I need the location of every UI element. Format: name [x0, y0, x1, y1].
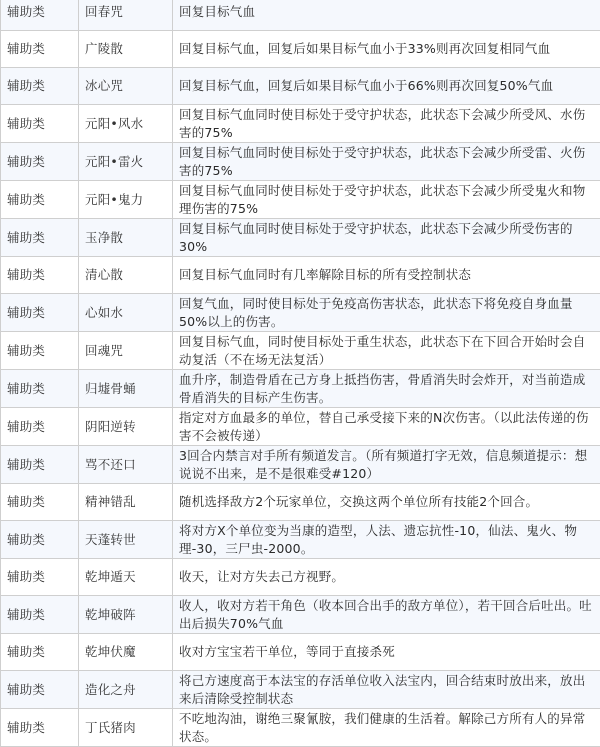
skill-type-cell: 辅助类 [1, 143, 79, 181]
table-row [1, 332, 600, 370]
skill-name-cell: 清心散 [79, 257, 173, 294]
skill-name-cell: 乾坤遁天 [79, 559, 173, 596]
skill-type-cell: 辅助类 [1, 559, 79, 596]
skill-desc-cell: 回复目标气血同时使目标处于受守护状态，此状态下会减少所受鬼火和物理伤害的75% [173, 181, 600, 219]
skill-desc-cell: 收天，让对方失去己方视野。 [173, 559, 600, 596]
skill-desc-cell: 回复目标气血，回复后如果目标气血小于33%则再次回复相同气血 [173, 31, 600, 68]
skill-name-cell: 归墟骨蛹 [79, 370, 173, 408]
skill-table-body [1, 0, 600, 747]
skill-type-cell: 辅助类 [1, 219, 79, 257]
skill-name-cell: 阴阳逆转 [79, 408, 173, 446]
skill-desc-cell: 回复目标气血 [173, 0, 600, 31]
skill-type-cell: 辅助类 [1, 709, 79, 747]
skill-type-cell: 辅助类 [1, 446, 79, 484]
skill-desc-cell: 回复目标气血同时使目标处于受守护状态，此状态下会减少所受风、水伤害的75% [173, 105, 600, 143]
skill-desc-cell: 将己方速度高于本法宝的存活单位收入法宝内，回合结束时放出来，放出来后清除受控制状态 [173, 671, 600, 709]
skill-desc-cell: 不吃地沟油，谢绝三聚氰胺，我们健康的生活着。解除己方所有人的异常状态。 [173, 709, 600, 747]
table-row [1, 446, 600, 484]
table-row [1, 370, 600, 408]
skill-desc-cell: 指定对方血最多的单位，替自己承受接下来的N次伤害。（以此法传递的伤害不会被传递） [173, 408, 600, 446]
skill-desc-cell: 将对方X个单位变为当康的造型，人法、遗忘抗性-10，仙法、鬼火、物理-30，三尸虫-2000。 [173, 521, 600, 559]
skill-name-cell: 天蓬转世 [79, 521, 173, 559]
table-row [1, 596, 600, 634]
skill-name-cell: 骂不还口 [79, 446, 173, 484]
skill-type-cell: 辅助类 [1, 294, 79, 332]
skill-desc-cell: 回复目标气血同时使目标处于受守护状态，此状态下会减少所受雷、火伤害的75% [173, 143, 600, 181]
skill-desc-cell: 血升序，制造骨盾在己方身上抵挡伤害，骨盾消失时会炸开，对当前造成骨盾消失的目标产生伤害。 [173, 370, 600, 408]
skill-type-cell: 辅助类 [1, 408, 79, 446]
table-row [1, 219, 600, 257]
skill-desc-cell: 回复目标气血，同时使目标处于重生状态，此状态下在下回合开始时会自动复活（不在场无法复活） [173, 332, 600, 370]
table-row [1, 559, 600, 596]
skill-name-cell: 元阳•风水 [79, 105, 173, 143]
table-row [1, 709, 600, 747]
skill-name-cell: 乾坤伏魔 [79, 634, 173, 671]
skill-desc-cell: 回复气血，同时使目标处于免疫高伤害状态，此状态下将免疫自身血量50%以上的伤害。 [173, 294, 600, 332]
skill-desc-cell: 回复目标气血同时有几率解除目标的所有受控制状态 [173, 257, 600, 294]
skill-type-cell: 辅助类 [1, 484, 79, 521]
skill-type-cell: 辅助类 [1, 370, 79, 408]
skill-type-cell: 辅助类 [1, 105, 79, 143]
table-row [1, 671, 600, 709]
skill-name-cell: 元阳•雷火 [79, 143, 173, 181]
skill-desc-cell: 收人，收对方若干角色（收本回合出手的敌方单位），若干回合后吐出。吐出后损失70%气血 [173, 596, 600, 634]
skill-type-cell: 辅助类 [1, 521, 79, 559]
skill-name-cell: 回春咒 [79, 0, 173, 31]
skill-type-cell: 辅助类 [1, 671, 79, 709]
skill-name-cell: 玉净散 [79, 219, 173, 257]
skill-desc-cell: 回复目标气血，回复后如果目标气血小于66%则再次回复50%气血 [173, 68, 600, 105]
skill-type-cell: 辅助类 [1, 0, 79, 31]
table-row [1, 31, 600, 68]
skill-type-cell: 辅助类 [1, 596, 79, 634]
skill-name-cell: 广陵散 [79, 31, 173, 68]
table-row [1, 634, 600, 671]
skill-type-cell: 辅助类 [1, 257, 79, 294]
skill-name-cell: 造化之舟 [79, 671, 173, 709]
table-row [1, 294, 600, 332]
table-row [1, 484, 600, 521]
skill-desc-cell: 3回合内禁言对手所有频道发言。（所有频道打字无效，信息频道提示：想说说不出来，是不是很难受#120） [173, 446, 600, 484]
table-row [1, 68, 600, 105]
skill-type-cell: 辅助类 [1, 634, 79, 671]
skill-name-cell: 元阳•鬼力 [79, 181, 173, 219]
skill-type-cell: 辅助类 [1, 68, 79, 105]
skill-desc-cell: 随机选择敌方2个玩家单位，交换这两个单位所有技能2个回合。 [173, 484, 600, 521]
skill-type-cell: 辅助类 [1, 332, 79, 370]
skill-name-cell: 乾坤破阵 [79, 596, 173, 634]
table-row [1, 408, 600, 446]
skill-name-cell: 冰心咒 [79, 68, 173, 105]
table-row [1, 105, 600, 143]
table-row [1, 143, 600, 181]
table-row [1, 181, 600, 219]
skill-name-cell: 心如水 [79, 294, 173, 332]
table-row [1, 521, 600, 559]
skill-name-cell: 丁氏猪肉 [79, 709, 173, 747]
skill-name-cell: 回魂咒 [79, 332, 173, 370]
table-row [1, 0, 600, 31]
skill-desc-cell: 回复目标气血同时使目标处于受守护状态，此状态下会减少所受伤害的30% [173, 219, 600, 257]
skill-type-cell: 辅助类 [1, 31, 79, 68]
skill-type-cell: 辅助类 [1, 181, 79, 219]
skill-name-cell: 精神错乱 [79, 484, 173, 521]
table-row [1, 257, 600, 294]
skill-desc-cell: 收对方宝宝若干单位，等同于直接杀死 [173, 634, 600, 671]
